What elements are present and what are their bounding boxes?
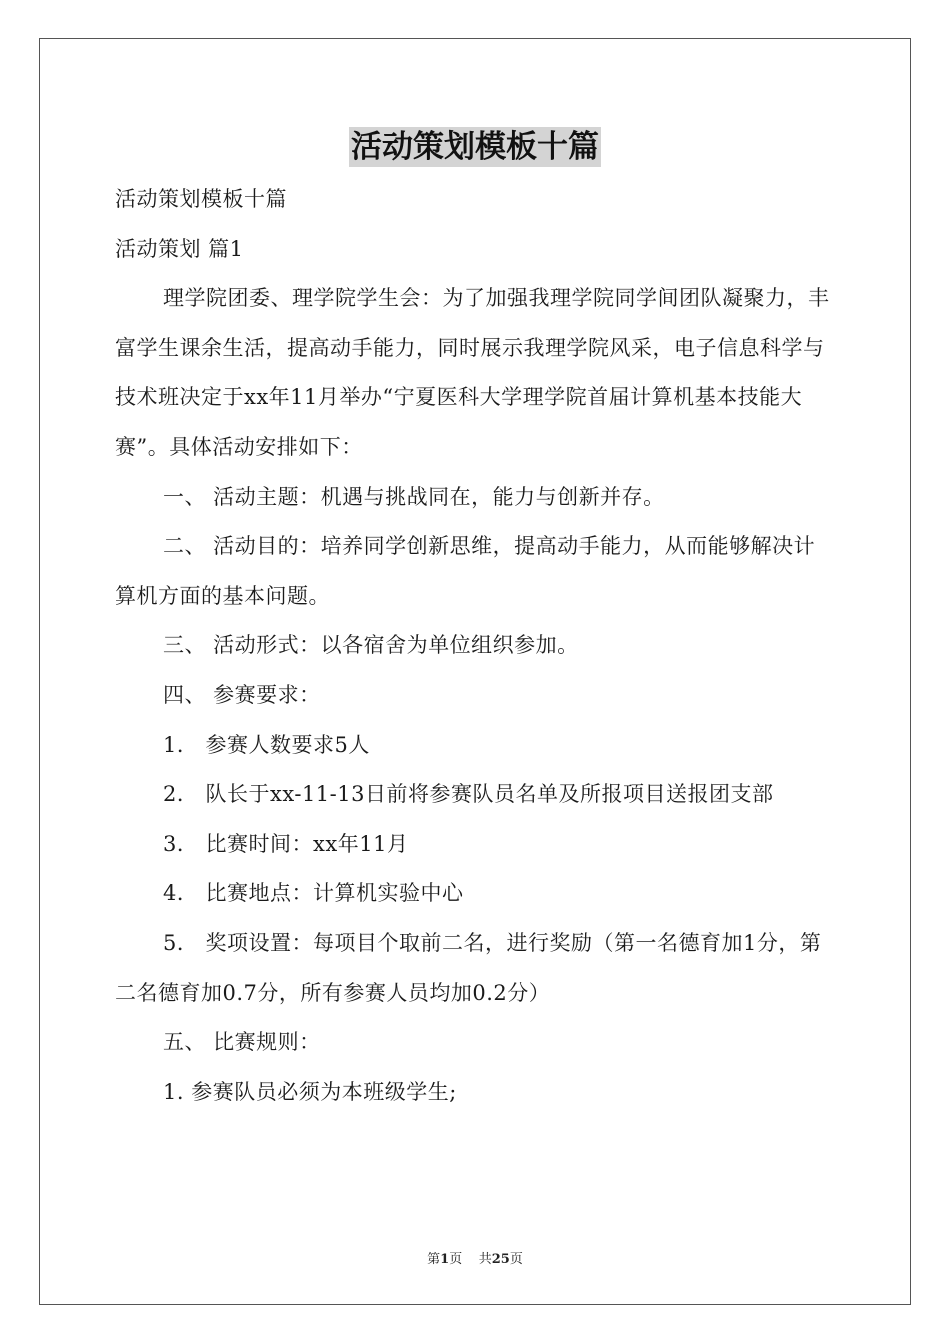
item-requirements: 四、 参赛要求： (163, 682, 321, 707)
item-form: 三、 活动形式：以各宿舍为单位组织参加。 (163, 633, 579, 658)
requirement-3: 3． 比赛时间：xx年11月 (163, 831, 409, 856)
requirement-5: 5． 奖项设置：每项目个取前二名，进行奖励（第一名德育加1分，第二名德育加0.7分，所有参赛人员均加0.2分） (115, 930, 822, 1005)
title-container (0, 127, 950, 167)
section-heading: 活动策划 篇1 (115, 236, 244, 261)
footer-prefix: 第 (427, 1252, 441, 1267)
footer-page-suffix: 页 (449, 1252, 463, 1267)
requirement-1: 1． 参赛人数要求5人 (163, 732, 370, 757)
item-purpose: 二、 活动目的：培养同学创新思维，提高动手能力，从而能够解决计算机方面的基本问题。 (115, 534, 816, 608)
item-theme: 一、 活动主题：机遇与挑战同在，能力与创新并存。 (163, 484, 665, 509)
requirement-4: 4． 比赛地点：计算机实验中心 (163, 881, 464, 906)
footer-total-pages: 25 (491, 1252, 510, 1267)
page-footer (0, 1248, 950, 1267)
subtitle-line: 活动策划模板十篇 (115, 187, 287, 211)
rule-1: 1. 参赛队员必须为本班级学生; (163, 1079, 457, 1104)
footer-page-number: 1 (440, 1252, 450, 1267)
document-body (115, 175, 835, 1117)
item-rules: 五、 比赛规则： (163, 1030, 321, 1055)
footer-total-prefix: 共 (478, 1252, 492, 1267)
document-title: 活动策划模板十篇 (351, 129, 599, 165)
intro-paragraph: 理学院团委、理学院学生会：为了加强我理学院同学间团队凝聚力，丰富学生课余生活，提高动手能力，同时展示我理学院风采，电子信息科学与技术班决定于xx年11月举办“宁夏医科大学理学院首届计算机基本技能大赛”。具体活动安排如下： (115, 286, 830, 459)
requirement-2: 2． 队长于xx-11-13日前将参赛队员名单及所报项目送报团支部 (163, 782, 774, 807)
footer-total-suffix: 页 (509, 1252, 523, 1267)
